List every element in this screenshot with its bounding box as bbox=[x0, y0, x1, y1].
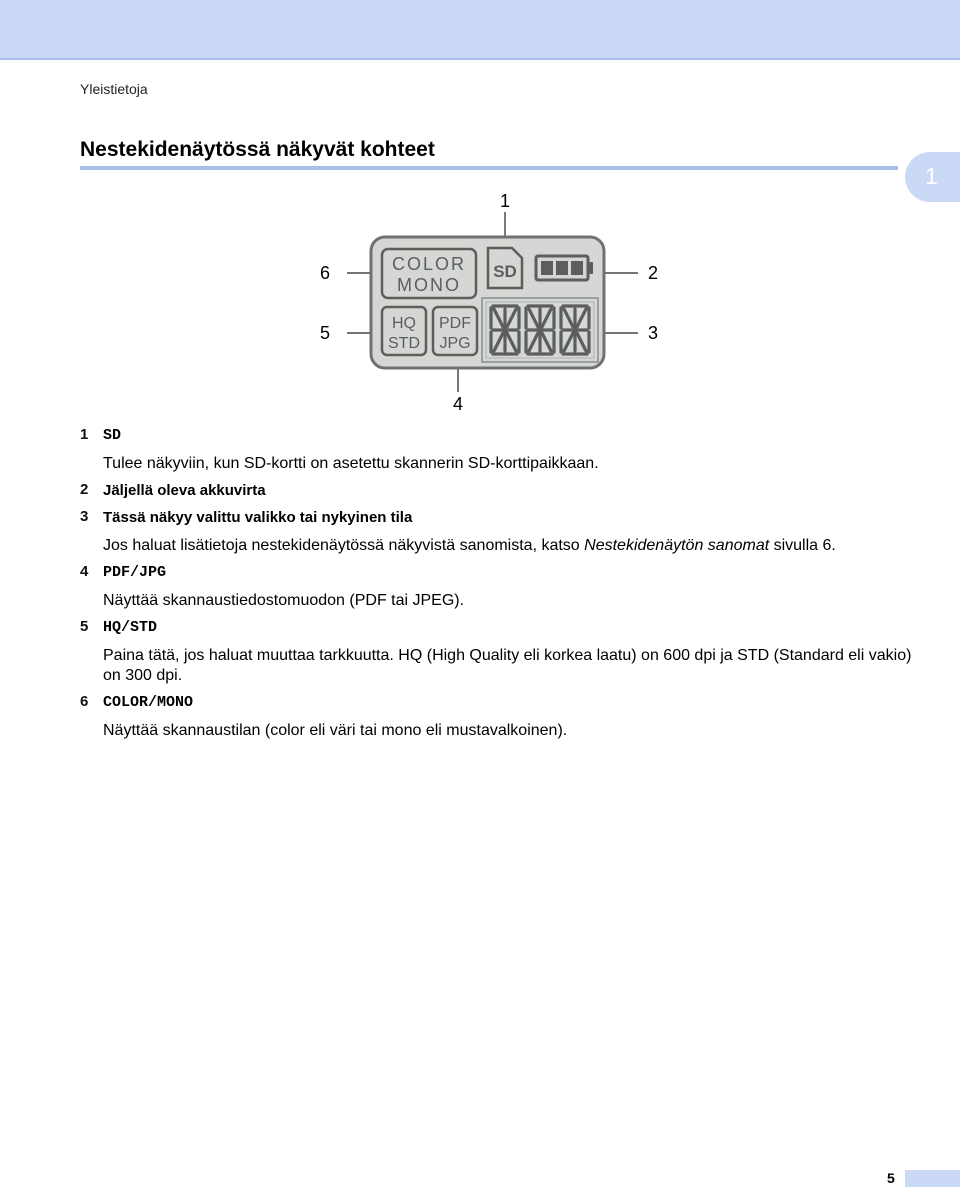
item-heading: HQ/STD bbox=[103, 619, 158, 636]
list-item bbox=[80, 508, 920, 556]
item-heading: Tässä näkyy valittu valikko tai nykyinen tila bbox=[103, 509, 413, 526]
cross-reference-link[interactable]: Nestekidenäytön sanomat bbox=[584, 537, 770, 554]
page-title: Nestekidenäytössä näkyvät kohteet bbox=[80, 138, 435, 161]
jpg-label: JPG bbox=[439, 335, 471, 352]
callout-6: 6 bbox=[319, 263, 330, 283]
section-label: Yleistietoja bbox=[80, 81, 148, 97]
page-number: 5 bbox=[887, 1170, 895, 1186]
hq-label: HQ bbox=[392, 315, 416, 332]
item-heading: PDF/JPG bbox=[103, 564, 167, 581]
segment-digit bbox=[561, 306, 589, 354]
callout-2: 2 bbox=[648, 263, 659, 283]
segment-display bbox=[491, 306, 589, 354]
page-number-bar bbox=[905, 1170, 960, 1187]
lcd-figure bbox=[300, 180, 700, 420]
segment-digit bbox=[526, 306, 554, 354]
item-heading: Jäljellä oleva akkuvirta bbox=[103, 482, 266, 499]
item-number: 4 bbox=[80, 563, 89, 580]
item-number: 6 bbox=[80, 693, 89, 710]
chapter-tab[interactable] bbox=[905, 152, 960, 202]
list-item bbox=[80, 426, 920, 474]
list-item bbox=[80, 563, 920, 611]
top-band bbox=[0, 0, 960, 60]
item-number: 3 bbox=[80, 508, 89, 525]
item-description: Jos haluat lisätietoja nestekidenäytössä näkyvistä sanomista, katso Nestekidenäytön sanomat sivulla 6. bbox=[103, 537, 836, 554]
callout-1: 1 bbox=[499, 191, 511, 211]
color-label: COLOR bbox=[391, 254, 467, 274]
item-description: Tulee näkyviin, kun SD-kortti on asetettu skannerin SD-korttipaikkaan. bbox=[103, 455, 599, 472]
callout-4: 4 bbox=[452, 394, 464, 414]
item-number: 5 bbox=[80, 618, 89, 635]
item-description: Paina tätä, jos haluat muuttaa tarkkuutta. HQ (High Quality eli korkea laatu) on 600 dpi ja STD (Standard eli vakio) on 300 dpi. bbox=[103, 647, 912, 684]
item-number: 1 bbox=[80, 426, 89, 443]
callout-3: 3 bbox=[648, 323, 659, 343]
item-heading: SD bbox=[103, 427, 122, 444]
title-rule bbox=[80, 166, 898, 170]
item-number: 2 bbox=[80, 481, 89, 498]
sd-label: SD bbox=[493, 262, 517, 281]
std-label: STD bbox=[388, 335, 420, 352]
chapter-tab-number: 1 bbox=[925, 163, 938, 189]
pdf-label: PDF bbox=[439, 315, 471, 332]
list-item bbox=[80, 481, 920, 501]
mono-label: MONO bbox=[397, 275, 461, 295]
item-heading: COLOR/MONO bbox=[103, 694, 194, 711]
item-description: Näyttää skannaustilan (color eli väri tai mono eli mustavalkoinen). bbox=[103, 722, 568, 739]
item-description: Näyttää skannaustiedostomuodon (PDF tai JPEG). bbox=[103, 592, 465, 609]
segment-digit bbox=[491, 306, 519, 354]
list-item bbox=[80, 618, 920, 686]
list-item bbox=[80, 693, 920, 741]
item-list bbox=[80, 426, 920, 741]
callout-5: 5 bbox=[319, 323, 330, 343]
